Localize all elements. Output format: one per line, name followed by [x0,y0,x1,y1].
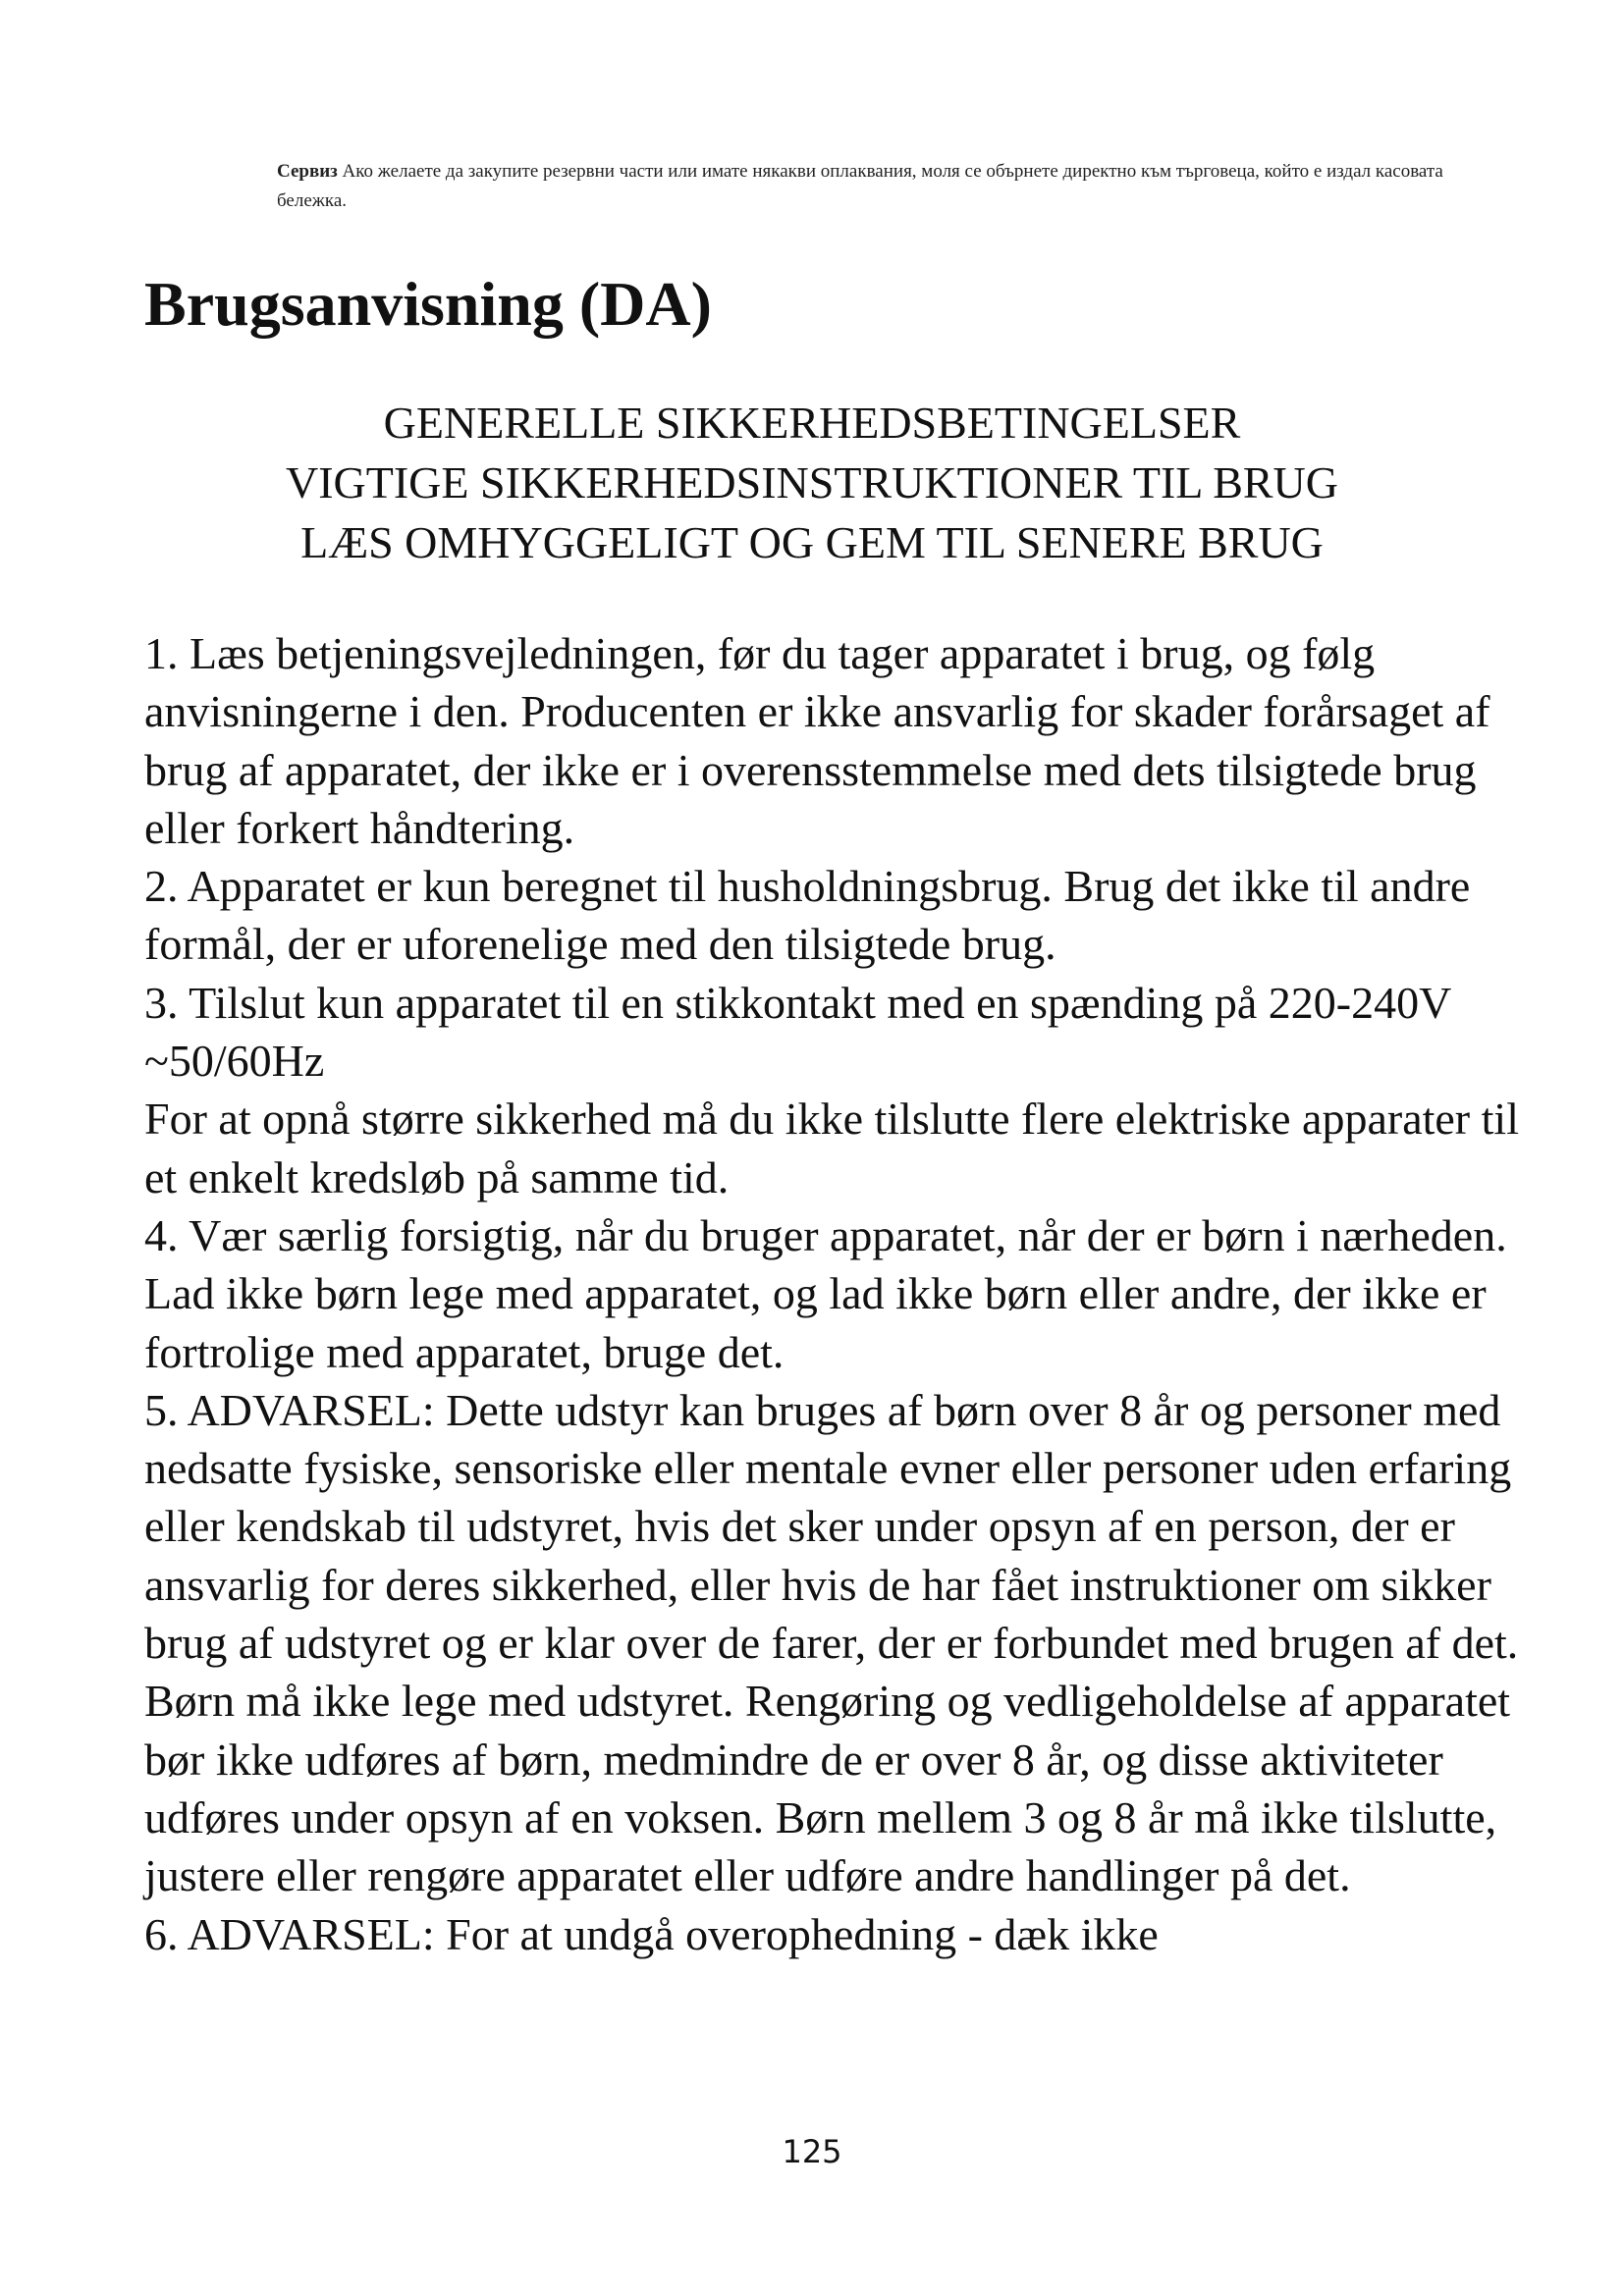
instruction-paragraph: 5. ADVARSEL: Dette udstyr kan bruges af børn over 8 år og personer med nedsatte fysiske, sensoriske eller mentale evner eller personer uden erfaring eller kendskab til udstyret, hvis det sker under opsyn af en person, der er ansvarlig for deres sikkerhed, eller hvis de har fået instruktioner om sikker brug af udstyret og er klar over de farer, der er forbundet med brugen af det. Børn må ikke lege med udstyret. Rengøring og vedligeholdelse af apparatet bør ikke udføres af børn, medmindre de er over 8 år, og disse aktiviteter udføres under opsyn af en voksen. Børn mellem 3 og 8 år må ikke tilslutte, justere eller rengøre apparatet eller udføre andre handlinger på det. [144,1384,1519,1901]
service-note [277,157,1514,216]
instruction-paragraph: 3. Tilslut kun apparatet til en stikkontakt med en spænding på 220-240V ~50/60Hz [144,977,1451,1087]
safety-heading-block [0,393,1624,572]
instruction-paragraph: 4. Vær særlig forsigtig, når du bruger apparatet, når der er børn i nærheden. Lad ikke børn lege med apparatet, og lad ikke børn eller andre, der ikke er fortrolige med apparatet, bruge det. [144,1209,1507,1377]
instruction-paragraph: For at opnå større sikkerhed må du ikke tilslutte flere elektriske apparater til et enkelt kredsløb på samme tid. [144,1094,1519,1202]
page-title: Brugsanvisning (DA) [144,269,712,339]
service-note-text: Ако желаете да закупите резервни части или имате някакви оплаквания, моля се обърнете директно към търговеца, който е издал касовата бележка. [277,161,1443,211]
heading-important-instructions: VIGTIGE SIKKERHEDSINSTRUKTIONER TIL BRUG [286,457,1338,507]
page-number: 125 [782,2133,842,2170]
heading-read-and-keep: LÆS OMHYGGELIGT OG GEM TIL SENERE BRUG [300,517,1324,567]
heading-general-safety: GENERELLE SIKKERHEDSBETINGELSER [383,398,1241,448]
instruction-paragraph: 2. Apparatet er kun beregnet til husholdningsbrug. Brug det ikke til andre formål, der er uforenelige med den tilsigtede brug. [144,861,1471,970]
instructions-body [144,624,1548,1963]
service-note-lead: Сервиз [277,161,338,182]
instruction-paragraph: 1. Læs betjeningsvejledningen, før du tager apparatet i brug, og følg anvisningerne i den. Producenten er ikke ansvarlig for skader forårsaget af brug af apparatet, der ikke er i overensstemmelse med dets tilsigtede brug eller forkert håndtering. [144,628,1490,853]
instruction-paragraph: 6. ADVARSEL: For at undgå overophedning - dæk ikke [144,1908,1159,1959]
